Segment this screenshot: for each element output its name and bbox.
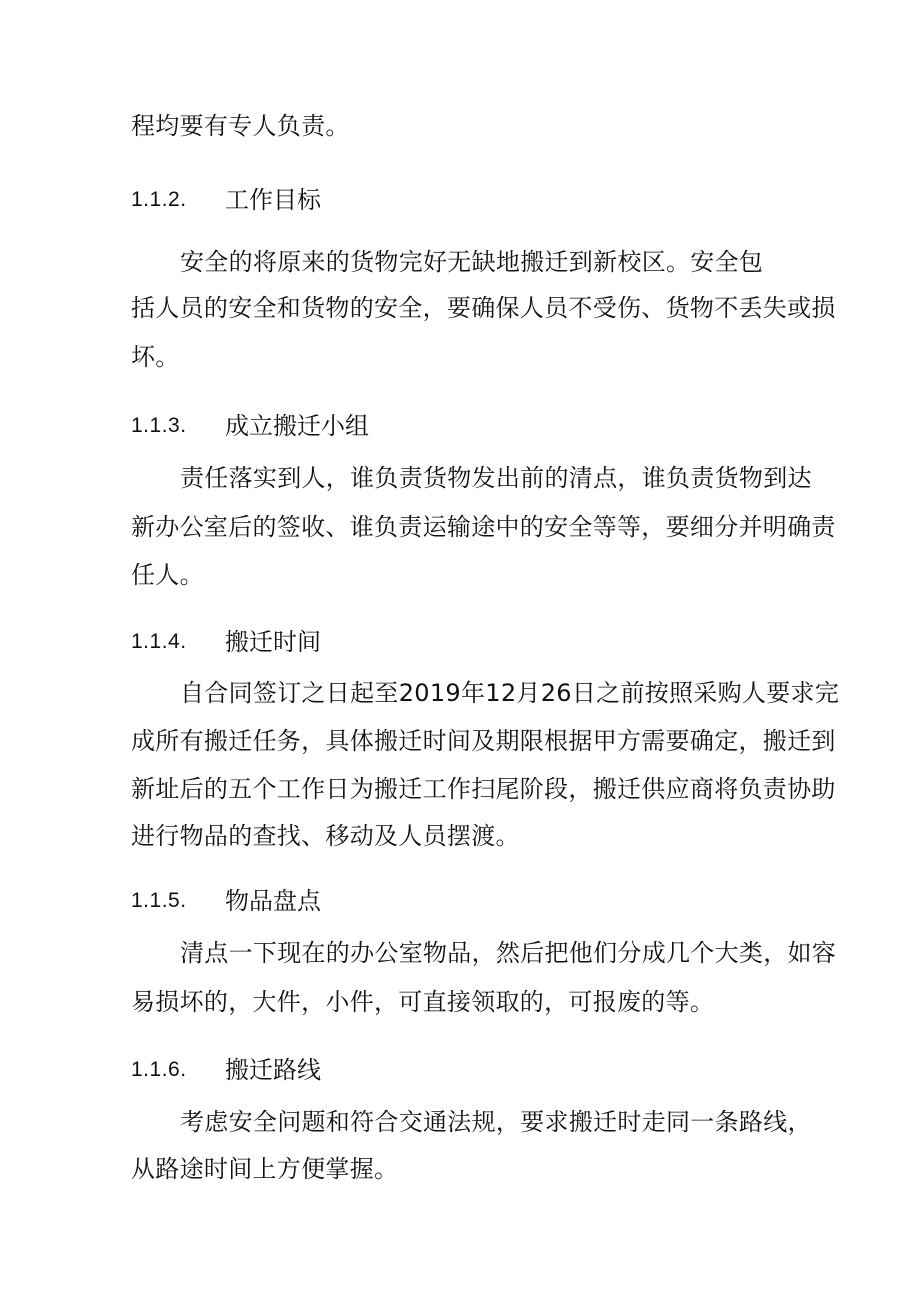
heading-title: 工作目标: [225, 186, 321, 214]
heading-title: 搬迁时间: [225, 628, 321, 656]
heading-title: 搬迁路线: [225, 1056, 321, 1084]
heading-number: 1.1.6.: [131, 1058, 187, 1081]
paragraph-line: 括人员的安全和货物的安全，要确保人员不受伤、货物不丢失或损: [131, 294, 836, 322]
heading-title: 成立搬迁小组: [225, 412, 369, 440]
paragraph-line: 清点一下现在的办公室物品，然后把他们分成几个大类，如容: [180, 939, 837, 967]
paragraph-line: 考虑安全问题和符合交通法规，要求搬迁时走同一条路线，: [180, 1108, 812, 1136]
heading-number: 1.1.2.: [131, 188, 187, 211]
paragraph-line: 程均要有专人负责。: [131, 112, 350, 140]
paragraph-line: 新址后的五个工作日为搬迁工作扫尾阶段，搬迁供应商将负责协助: [131, 775, 836, 803]
paragraph-line: 易损坏的，大件，小件，可直接领取的，可报废的等。: [131, 988, 715, 1016]
paragraph-line: 任人。: [131, 561, 204, 589]
paragraph-line: 进行物品的查找、移动及人员摆渡。: [131, 822, 520, 850]
heading-title: 物品盘点: [225, 887, 321, 915]
paragraph-line: 坏。: [131, 343, 180, 371]
paragraph-line: 责任落实到人，谁负责货物发出前的清点，谁负责货物到达: [180, 464, 812, 492]
paragraph-line: 自合同签订之日起至2019年12月26日之前按照采购人要求完: [180, 679, 840, 707]
heading-number: 1.1.4.: [131, 630, 187, 653]
paragraph-line: 成所有搬迁任务，具体搬迁时间及期限根据甲方需要确定，搬迁到: [131, 727, 836, 755]
paragraph-line: 新办公室后的签收、谁负责运输途中的安全等等，要细分并明确责: [131, 513, 836, 541]
heading-number: 1.1.5.: [131, 889, 187, 912]
paragraph-line: 从路途时间上方便掌握。: [131, 1155, 399, 1183]
heading-number: 1.1.3.: [131, 414, 187, 437]
paragraph-line: 安全的将原来的货物完好无缺地搬迁到新校区。安全包: [180, 248, 764, 276]
